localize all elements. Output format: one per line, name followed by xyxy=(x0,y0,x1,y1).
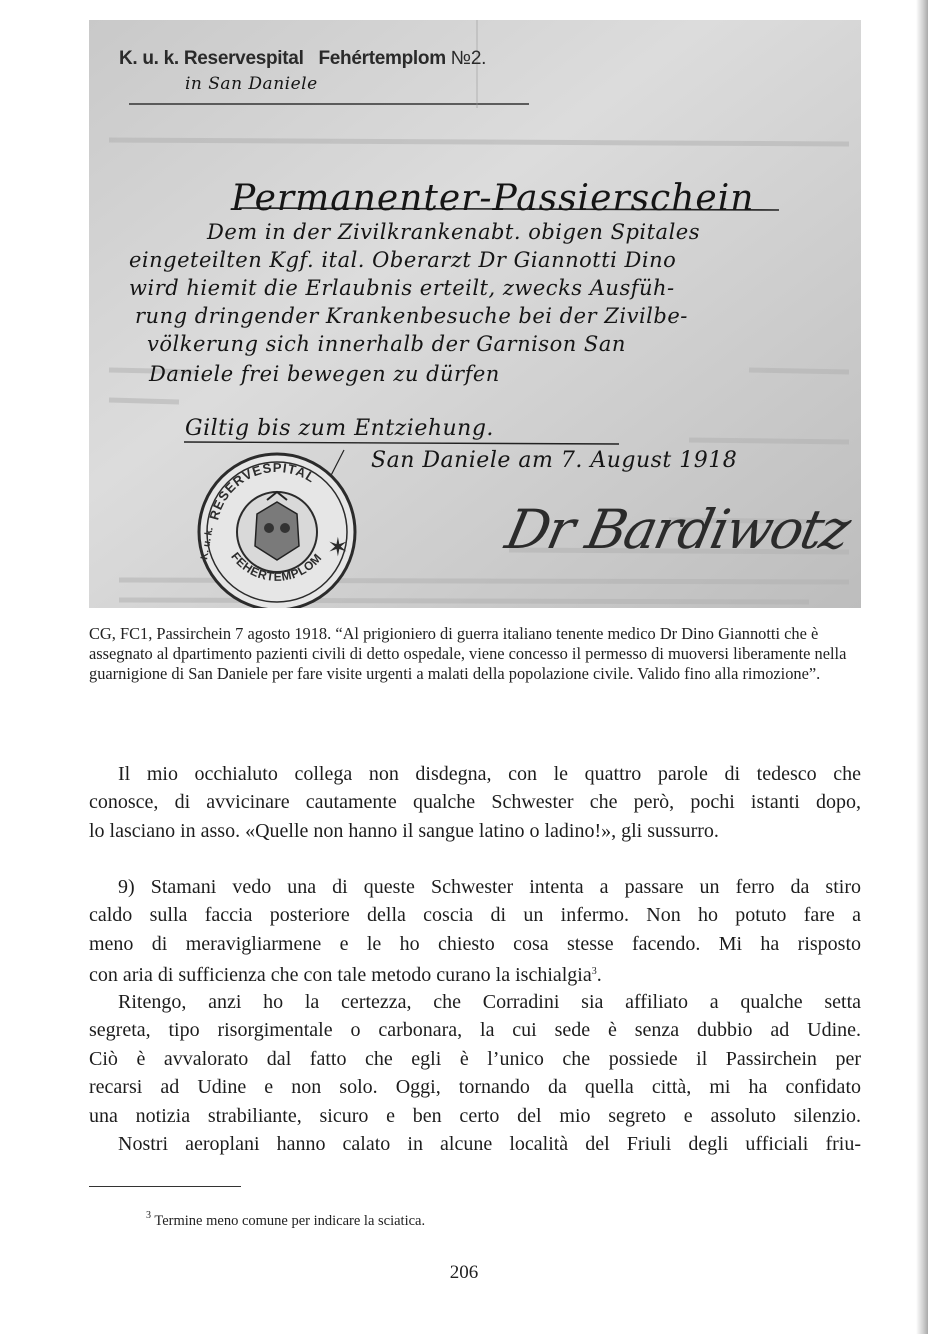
paragraph-2 xyxy=(89,873,861,990)
text-line: conosce, di avvicinare cautamente qualche Schwester che però, pochi istanti dopo, xyxy=(89,791,861,814)
svg-text:RESERVESPITAL xyxy=(206,460,318,522)
text-line: 9) Stamani vedo una di queste Schwester intenta a passare un ferro da stiro xyxy=(118,876,861,898)
validity-note: Giltig bis zum Entziehung. xyxy=(185,416,494,441)
stamp-header-text: K. u. k. Reservespital xyxy=(119,48,304,69)
paragraph-3 xyxy=(89,988,861,1130)
seal-bottom-text: FEHÉRTEMPLOM xyxy=(228,549,325,584)
page-edge-shadow xyxy=(916,0,928,1334)
text-line: lo lasciano in asso. «Quelle non hanno il sangue latino o ladino!», gli sussurro. xyxy=(89,819,719,842)
text-line-content: con aria di sufficienza che con tale metodo curano la ischialgia xyxy=(89,964,592,987)
footnote-text: Termine meno comune per indicare la sciatica. xyxy=(154,1213,426,1229)
handwritten-line: völkerung sich innerhalb der Garnison San xyxy=(147,332,626,356)
handwritten-line: wird hiemit die Erlaubnis erteilt, zwecks Ausfüh- xyxy=(129,276,675,300)
text-line: Ciò è avvalorato dal fatto che egli è l’unico che possiede il Passirchein per xyxy=(89,1047,861,1070)
text-line: meno di meravigliarmene e le ho chiesto cosa stesse facendo. Mi ha risposto xyxy=(89,932,861,955)
place-date: San Daniele am 7. August 1918 xyxy=(371,448,738,473)
text-line: Nostri aeroplani hanno calato in alcune località del Friuli degli ufficiali friu- xyxy=(118,1133,861,1155)
stamp-number: №2. xyxy=(450,48,487,69)
footnote-ref: 3 xyxy=(591,966,597,978)
handwritten-line: Dem in der Zivilkrankenabt. obigen Spitales xyxy=(207,220,700,244)
text-line: Il mio occhialuto collega non disdegna, con le quattro parole di tedesco che xyxy=(118,763,861,785)
footnote xyxy=(146,1210,425,1230)
paragraph-1 xyxy=(89,760,861,845)
svg-text:✶: ✶ xyxy=(327,533,349,563)
page-number: 206 xyxy=(449,1262,479,1283)
text-line: segreta, tipo risorgimentale o carbonara, la cui sede è senza dubbio ad Udine. xyxy=(89,1019,861,1042)
signature: Dr Bardiwotz xyxy=(500,498,855,561)
stamp-sub: in San Daniele xyxy=(185,74,318,94)
handwritten-line: Daniele frei bewegen zu dürfen xyxy=(149,362,500,386)
seal-left-text: K. u. k. xyxy=(199,526,216,561)
text-line: caldo sulla faccia posteriore della coscia di un infermo. Non ho potuto fare a xyxy=(89,904,861,927)
passierschein-photo xyxy=(89,20,861,608)
photo-caption: CG, FC1, Passirchein 7 agosto 1918. “Al prigioniero di guerra italiano tenente medico Dr Dino Giannotti che è assegnato al dpartimento pazienti civili di detto ospedale, viene concesso il permesso di muoversi liberamente nella guarnigione di San Daniele per fare visite urgenti a malati della popolazione civile. Valido fino alla rimozione”. xyxy=(89,624,847,683)
seal-top-text: RESERVESPITAL xyxy=(206,459,319,522)
handwritten-line: eingeteilten Kgf. ital. Oberarzt Dr Giannotti Dino xyxy=(129,248,677,272)
text-line: Ritengo, anzi ho la certezza, che Corradini sia affiliato a qualche setta xyxy=(118,991,861,1013)
footnote-number: 3 xyxy=(146,1210,151,1221)
text-line: con aria di sufficienza che con tale metodo curano la ischialgia$^3$. xyxy=(89,964,602,987)
text-line: recarsi ad Udine e non solo. Oggi, tornando da quella città, mi ha confidato xyxy=(89,1076,861,1099)
paragraph-4 xyxy=(89,1130,861,1158)
handwritten-line: rung dringender Krankenbesuche bei der Zivilbe- xyxy=(135,304,688,328)
footnote-rule xyxy=(89,1186,241,1187)
stamp-header-place: Fehértemplom xyxy=(318,48,446,69)
svg-text:FEHÉRTEMPLOM xyxy=(228,550,324,584)
text-line: una notizia strabiliante, sicuro e ben certo del mio segreto e assoluto silenzio. xyxy=(89,1104,861,1127)
document-title: Permanenter-Passierschein xyxy=(231,178,755,219)
